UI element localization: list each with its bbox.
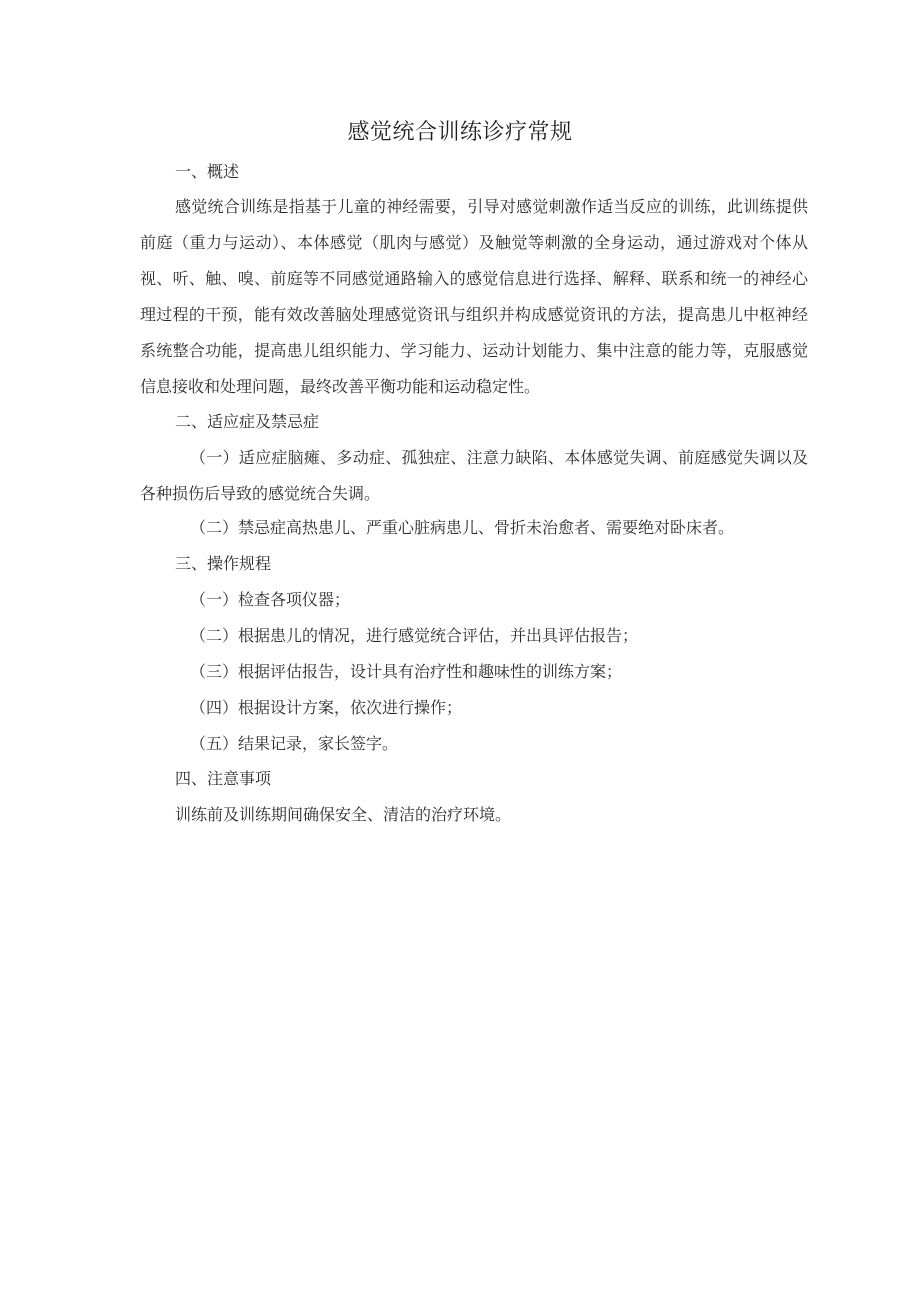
procedure-step-4: （四）根据设计方案，依次进行操作；	[190, 698, 463, 717]
section-1-heading: 一、概述	[175, 162, 240, 181]
contraindication-item: （二）禁忌症高热患儿、严重心脏病患儿、骨折未治愈者、需要绝对卧床者。	[190, 518, 735, 537]
section-4-text: 训练前及训练期间确保安全、清洁的治疗环境。	[175, 805, 512, 824]
section-3-heading: 三、操作规程	[175, 554, 272, 573]
procedure-step-3: （三）根据评估报告，设计具有治疗性和趣味性的训练方案；	[190, 662, 623, 681]
document-title: 感觉统合训练诊疗常规	[347, 120, 573, 145]
procedure-step-2: （二）根据患儿的情况，进行感觉统合评估，并出具评估报告；	[190, 626, 639, 645]
section-4-heading: 四、注意事项	[175, 769, 272, 788]
section-2-heading: 二、适应症及禁忌症	[175, 412, 320, 431]
procedure-step-5: （五）结果记录，家长签字。	[190, 734, 399, 753]
indication-item: （一）适应症脑瘫、多动症、孤独症、注意力缺陷、本体感觉失调、前庭感觉失调以及各种损伤后导致的感觉统合失调。	[140, 448, 808, 503]
procedure-step-1: （一）检查各项仪器；	[190, 590, 351, 609]
section-1-paragraph: 感觉统合训练是指基于儿童的神经需要，引导对感觉刺激作适当反应的训练，此训练提供前庭（重力与运动）、本体感觉（肌肉与感觉）及触觉等刺激的全身运动，通过游戏对个体从视、听、触、嗅、前庭等不同感觉通路输入的感觉信息进行选择、解释、联系和统一的神经心理过程的干预，能有效改善脑处理感觉资讯与组织并构成感觉资讯的方法，提高患儿中枢神经系统整合功能，提高患儿组织能力、学习能力、运动计划能力、集中注意的能力等，克服感觉信息接收和处理问题，最终改善平衡功能和运动稳定性。	[140, 197, 808, 396]
